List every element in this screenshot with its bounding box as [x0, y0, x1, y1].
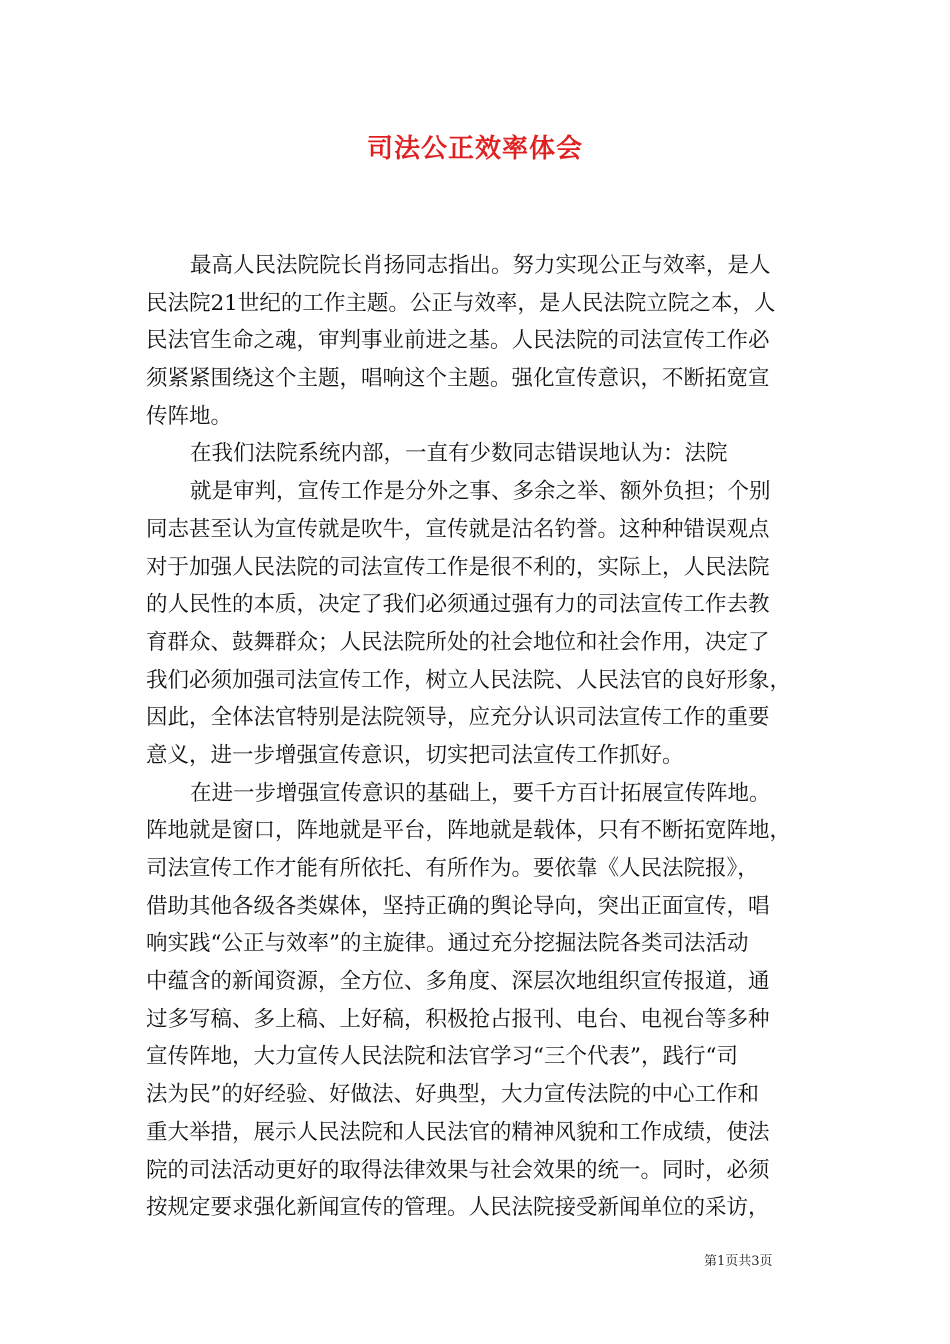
text-line: 院的司法活动更好的取得法律效果与社会效果的统一。同时，必须: [146, 1157, 770, 1183]
text-line: 传阵地。: [146, 403, 233, 429]
text-line: 育群众、鼓舞群众；人民法院所处的社会地位和社会作用，决定了: [146, 629, 770, 655]
document-title: 司法公正效率体会: [366, 134, 583, 164]
text-line: 中蕴含的新闻资源，全方位、多角度、深层次地组织宣传报道，通: [146, 969, 770, 995]
text-line: 的人民性的本质，决定了我们必须通过强有力的司法宣传工作去教: [146, 592, 770, 618]
text-line: 因此，全体法官特别是法院领导，应充分认识司法宣传工作的重要: [146, 705, 770, 731]
text-line: 须紧紧围绕这个主题，唱响这个主题。强化宣传意识，不断拓宽宣: [146, 366, 770, 392]
text-line: 法为民”的好经验、好做法、好典型，大力宣传法院的中心工作和: [146, 1082, 759, 1108]
page-footer: 第1页共3页: [704, 1254, 773, 1269]
text-line: 民法官生命之魂，审判事业前进之基。人民法院的司法宣传工作必: [146, 328, 770, 354]
text-line: 阵地就是窗口，阵地就是平台，阵地就是载体，只有不断拓宽阵地，: [146, 818, 792, 844]
text-line: 按规定要求强化新闻宣传的管理。人民法院接受新闻单位的采访，: [146, 1195, 770, 1221]
text-line: 响实践“公正与效率”的主旋律。通过充分挖掘法院各类司法活动: [146, 931, 749, 957]
text-line: 意义，进一步增强宣传意识，切实把司法宣传工作抓好。: [146, 742, 684, 768]
text-line: 借助其他各级各类媒体，坚持正确的舆论导向，突出正面宣传，唱: [146, 893, 770, 919]
text-line: 重大举措，展示人民法院和人民法官的精神风貌和工作成绩，使法: [146, 1119, 770, 1145]
text-line: 民法院21世纪的工作主题。公正与效率，是人民法院立院之本，人: [146, 290, 776, 316]
text-line: 宣传阵地，大力宣传人民法院和法官学习“三个代表”，践行“司: [146, 1044, 738, 1070]
text-line: 就是审判，宣传工作是分外之事、多余之举、额外负担；个别: [190, 479, 771, 505]
document-body: [146, 247, 806, 1227]
text-line: 过多写稿、多上稿、上好稿，积极抢占报刊、电台、电视台等多种: [146, 1006, 770, 1032]
text-line: 司法宣传工作才能有所依托、有所作为。要依靠《人民法院报》，: [146, 856, 759, 881]
text-line: 对于加强人民法院的司法宣传工作是很不利的，实际上，人民法院: [146, 554, 770, 580]
text-line: 同志甚至认为宣传就是吹牛，宣传就是沽名钓誉。这种种错误观点: [146, 516, 770, 542]
text-line: 我们必须加强司法宣传工作，树立人民法院、人民法官的良好形象，: [146, 667, 792, 693]
text-line: 在进一步增强宣传意识的基础上，要千方百计拓展宣传阵地。: [190, 780, 771, 806]
text-line: 在我们法院系统内部，一直有少数同志错误地认为：法院: [190, 441, 728, 467]
text-line: 最高人民法院院长肖扬同志指出。努力实现公正与效率，是人: [190, 253, 771, 278]
